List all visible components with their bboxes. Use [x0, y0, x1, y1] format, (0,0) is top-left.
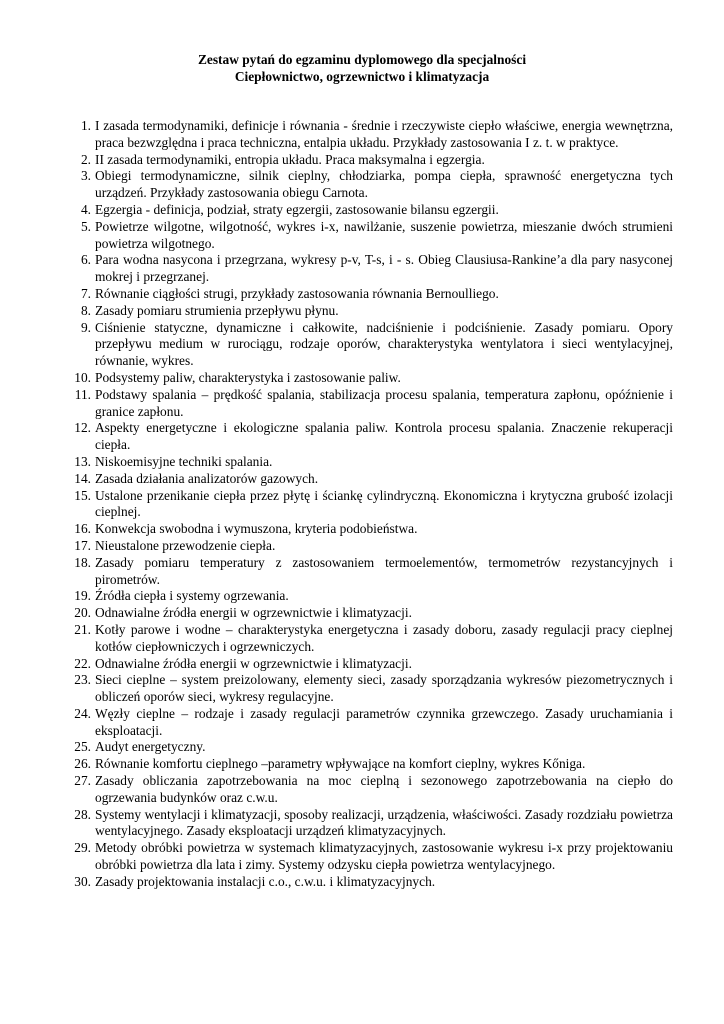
question-number: 28. [74, 806, 91, 822]
question-item [67, 488, 673, 522]
question-number: 9. [80, 319, 91, 335]
question-number: 2. [80, 151, 91, 167]
question-item [67, 739, 673, 756]
question-item [67, 202, 673, 219]
question-number: 17. [74, 537, 91, 553]
question-number: 13. [74, 453, 91, 469]
question-item [67, 387, 673, 421]
question-number: 11. [74, 386, 91, 402]
question-item [67, 656, 673, 673]
question-number: 26. [74, 756, 91, 772]
question-number: 24. [74, 705, 91, 721]
question-item [67, 420, 673, 454]
question-item [67, 538, 673, 555]
question-text: Egzergia - definicja, podział, straty egzergii, zastosowanie bilansu egzergii. [95, 201, 499, 217]
question-item [67, 807, 673, 841]
question-text: Zasady obliczania zapotrzebowania na moc cieplną i sezonowego zapotrzebowania na ciepło do ogrzewania budynków oraz c.w.u. [95, 773, 673, 805]
question-item [67, 370, 673, 387]
question-number: 10. [74, 369, 91, 385]
question-item [67, 622, 673, 656]
question-list [67, 118, 673, 891]
question-text: Ciśnienie statyczne, dynamiczne i całkowite, nadciśnienie i podciśnienie. Zasady pomiaru. Opory przepływu medium w rurociągu, rodzaje oporów, charakterystyka wentylatora i sieci wentylacyjnej, równanie, wykres. [95, 319, 673, 369]
question-text: Aspekty energetyczne i ekologiczne spalania paliw. Kontrola procesu spalania. Znaczenie rekuperacji ciepła. [95, 420, 673, 453]
question-text: Zasady pomiaru strumienia przepływu płynu. [95, 302, 339, 318]
question-text: Metody obróbki powietrza w systemach klimatyzacyjnych, zastosowanie wykresu i-x przy projektowaniu obróbki powietrza dla lata i zimy. Systemy odzysku ciepła powietrza wentylacyjnego. [95, 840, 673, 873]
question-number: 27. [74, 773, 91, 789]
question-text: II zasada termodynamiki, entropia układu. Praca maksymalna i egzergia. [95, 151, 485, 167]
question-text: Odnawialne źródła energii w ogrzewnictwie i klimatyzacji. [95, 655, 412, 671]
question-item [67, 252, 673, 286]
question-number: 8. [80, 302, 91, 318]
question-text: Zasada działania analizatorów gazowych. [95, 470, 319, 486]
question-number: 5. [80, 218, 91, 234]
question-item [67, 605, 673, 622]
title-line-2: Ciepłownictwo, ogrzewnictwo i klimatyzacja [234, 68, 490, 84]
question-number: 20. [74, 605, 91, 621]
question-item [67, 219, 673, 253]
question-item [67, 320, 673, 370]
question-item [67, 152, 673, 169]
question-text: Źródła ciepła i systemy ogrzewania. [95, 588, 289, 604]
question-item [67, 118, 673, 152]
question-text: Niskoemisyjne techniki spalania. [95, 453, 273, 469]
question-item [67, 286, 673, 303]
question-item [67, 672, 673, 706]
question-number: 29. [74, 840, 91, 856]
question-number: 16. [74, 521, 91, 537]
question-number: 30. [74, 873, 91, 889]
question-item [67, 706, 673, 740]
question-text: Obiegi termodynamiczne, silnik cieplny, chłodziarka, pompa ciepła, sprawność energetyczna tych urządzeń. Przykłady zastosowania obiegu Carnota. [95, 168, 673, 201]
question-text: Ustalone przenikanie ciepła przez płytę i ściankę cylindryczną. Ekonomiczna i krytyczna grubość izolacji cieplnej. [95, 487, 673, 520]
question-number: 15. [74, 487, 91, 503]
question-text: Audyt energetyczny. [95, 739, 206, 755]
question-item [67, 303, 673, 320]
question-number: 19. [74, 588, 91, 604]
question-text: Zasady pomiaru temperatury z zastosowaniem termoelementów, termometrów rezystancyjnych i pirometrów. [95, 554, 673, 587]
question-text: Powietrze wilgotne, wilgotność, wykres i-x, nawilżanie, suszenie powietrza, mieszanie dwóch strumieni powietrza wilgotnego. [95, 218, 673, 251]
question-number: 3. [80, 168, 91, 184]
question-item [67, 521, 673, 538]
question-item [67, 588, 673, 605]
question-text: Zasady projektowania instalacji c.o., c.w.u. i klimatyzacyjnych. [95, 873, 436, 889]
title-line-1: Zestaw pytań do egzaminu dyplomowego dla specjalności [197, 52, 527, 67]
question-item [67, 168, 673, 202]
question-number: 18. [74, 554, 91, 570]
question-number: 6. [80, 252, 91, 268]
question-text: Kotły parowe i wodne – charakterystyka energetyczna i zasady doboru, zasady regulacji pracy cieplnej kotłów ciepłowniczych i ogrzewniczych. [95, 621, 673, 654]
question-item [67, 840, 673, 874]
question-item [67, 454, 673, 471]
question-item [67, 756, 673, 773]
question-number: 25. [74, 739, 91, 755]
question-text: Nieustalone przewodzenie ciepła. [95, 537, 276, 553]
question-text: Konwekcja swobodna i wymuszona, kryteria podobieństwa. [95, 521, 418, 537]
question-text: Węzły cieplne – rodzaje i zasady regulacji parametrów czynnika grzewczego. Zasady uruchamiania i eksploatacji. [95, 705, 673, 738]
question-text: Systemy wentylacji i klimatyzacji, sposoby realizacji, urządzenia, właściwości. Zasady rozdziału powietrza wentylacyjnego. Zasady eksploatacji urządzeń klimatyzacyjnych. [95, 806, 673, 839]
question-text: Równanie komfortu cieplnego –parametry wpływające na komfort cieplny, wykres Kőniga. [95, 756, 586, 772]
question-text: Równanie ciągłości strugi, przykłady zastosowania równania Bernoulliego. [95, 285, 499, 301]
question-text: I zasada termodynamiki, definicje i równania - średnie i rzeczywiste ciepło właściwe, energia wewnętrzna, praca bezwzględna i praca techniczna, entalpia układu. Przykłady zastosowania I z. t. w praktyce. [95, 118, 673, 150]
question-number: 21. [74, 621, 91, 637]
question-item [67, 555, 673, 589]
question-text: Odnawialne źródła energii w ogrzewnictwie i klimatyzacji. [95, 605, 412, 621]
question-text: Podstawy spalania – prędkość spalania, stabilizacja procesu spalania, temperatura zapłonu, opóźnienie i granice zapłonu. [95, 386, 673, 419]
question-text: Sieci cieplne – system preizolowany, elementy sieci, zasady sporządzania wykresów piezometrycznych i obliczeń oporów sieci, wykresy regulacyjne. [95, 672, 673, 705]
question-number: 22. [74, 655, 91, 671]
question-number: 12. [74, 420, 91, 436]
question-number: 7. [80, 285, 91, 301]
question-text: Podsystemy paliw, charakterystyka i zastosowanie paliw. [95, 369, 401, 385]
question-number: 1. [80, 118, 91, 133]
document-title [0, 52, 724, 85]
question-number: 4. [80, 201, 91, 217]
question-item [67, 471, 673, 488]
question-item [67, 773, 673, 807]
question-text: Para wodna nasycona i przegrzana, wykresy p-v, T-s, i - s. Obieg Clausiusa-Rankine’a dla pary nasyconej mokrej i przegrzanej. [95, 252, 673, 285]
question-number: 14. [74, 470, 91, 486]
question-item [67, 874, 673, 891]
question-number: 23. [74, 672, 91, 688]
